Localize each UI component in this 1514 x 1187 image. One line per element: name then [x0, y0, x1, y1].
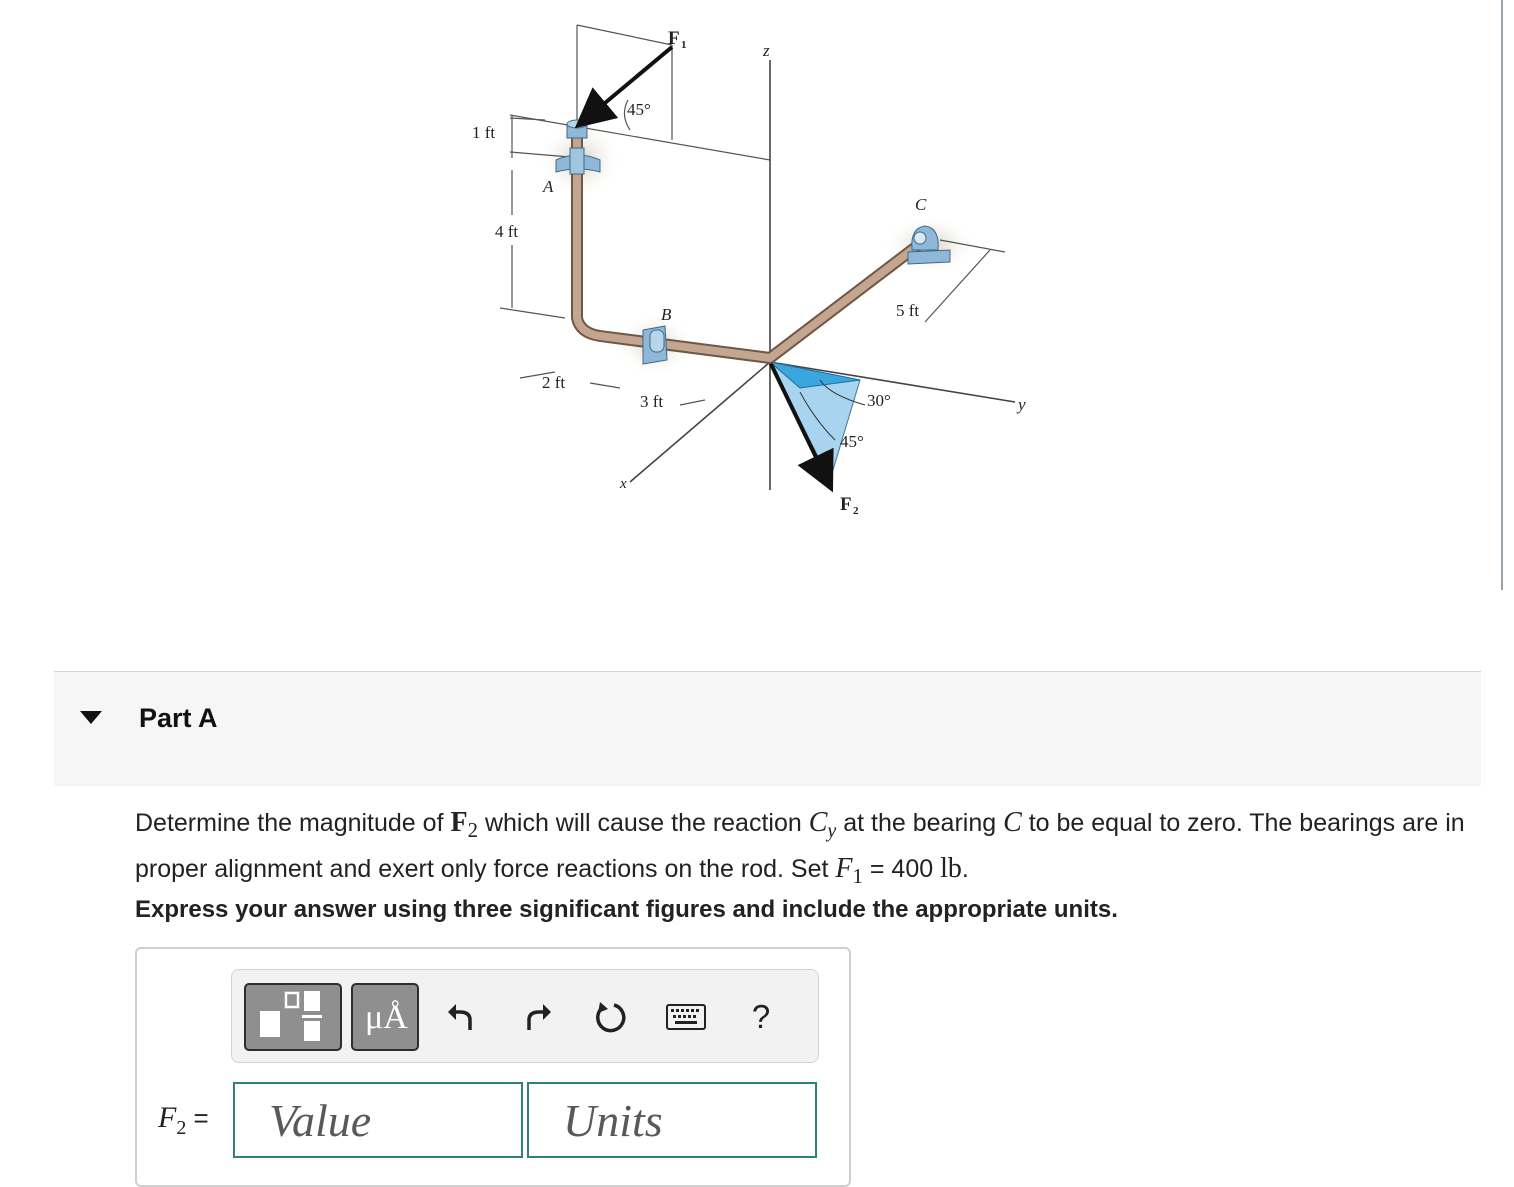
undo-icon	[444, 1000, 478, 1034]
label-4ft: 4 ft	[495, 222, 519, 241]
label-3ft: 3 ft	[640, 392, 664, 411]
keyboard-icon	[666, 1004, 706, 1030]
part-title[interactable]: Part A	[139, 703, 218, 733]
caret-down-icon[interactable]	[80, 711, 102, 724]
problem-statement: Determine the magnitude of $F_2$ which will cause the reaction $C_y$ at the bearing C to be equal to zero. The bearings are in proper alignment and exert only force reactions on the rod. Set $F_1 = 400$ lb.	[135, 807, 1465, 888]
reset-icon	[592, 999, 628, 1035]
keyboard-button[interactable]	[662, 990, 710, 1044]
label-c: C	[915, 195, 927, 214]
answer-label: $F_2$ =	[158, 1101, 209, 1139]
units-input[interactable]: Units	[527, 1082, 817, 1158]
answer-instruction: Express your answer using three significant figures and include the appropriate units.	[135, 896, 1118, 923]
label-f1: F	[668, 28, 680, 49]
label-angle-30: 30°	[867, 391, 891, 410]
label-f2: F	[840, 494, 852, 515]
redo-icon	[521, 1000, 555, 1034]
label-angle-45: 45°	[840, 432, 864, 451]
help-button[interactable]: ?	[751, 998, 771, 1035]
redo-button[interactable]	[515, 990, 561, 1044]
label-f1-sub: 1	[681, 39, 687, 51]
fraction-template-icon	[246, 985, 340, 1049]
label-2ft: 2 ft	[542, 373, 566, 392]
label-angle-top: 45°	[627, 100, 651, 119]
templates-button[interactable]	[244, 983, 342, 1051]
panel-divider	[1501, 0, 1503, 590]
symbols-button[interactable]: μÅ	[351, 983, 419, 1051]
label-x: x	[620, 476, 627, 492]
label-b: B	[661, 305, 672, 324]
label-z: z	[763, 41, 770, 60]
label-1ft: 1 ft	[472, 123, 496, 142]
problem-figure	[440, 10, 1040, 517]
label-5ft: 5 ft	[896, 301, 920, 320]
undo-button[interactable]	[438, 990, 484, 1044]
label-y: y	[1018, 395, 1026, 414]
reset-button[interactable]	[587, 990, 633, 1044]
value-input[interactable]: Value	[233, 1082, 523, 1158]
part-a-header[interactable]	[54, 671, 1481, 786]
f2-force-plane	[770, 362, 865, 480]
math-toolbar	[231, 969, 819, 1063]
label-a: A	[543, 177, 554, 196]
bearing-b	[643, 326, 667, 364]
label-f2-sub: 2	[853, 505, 859, 517]
